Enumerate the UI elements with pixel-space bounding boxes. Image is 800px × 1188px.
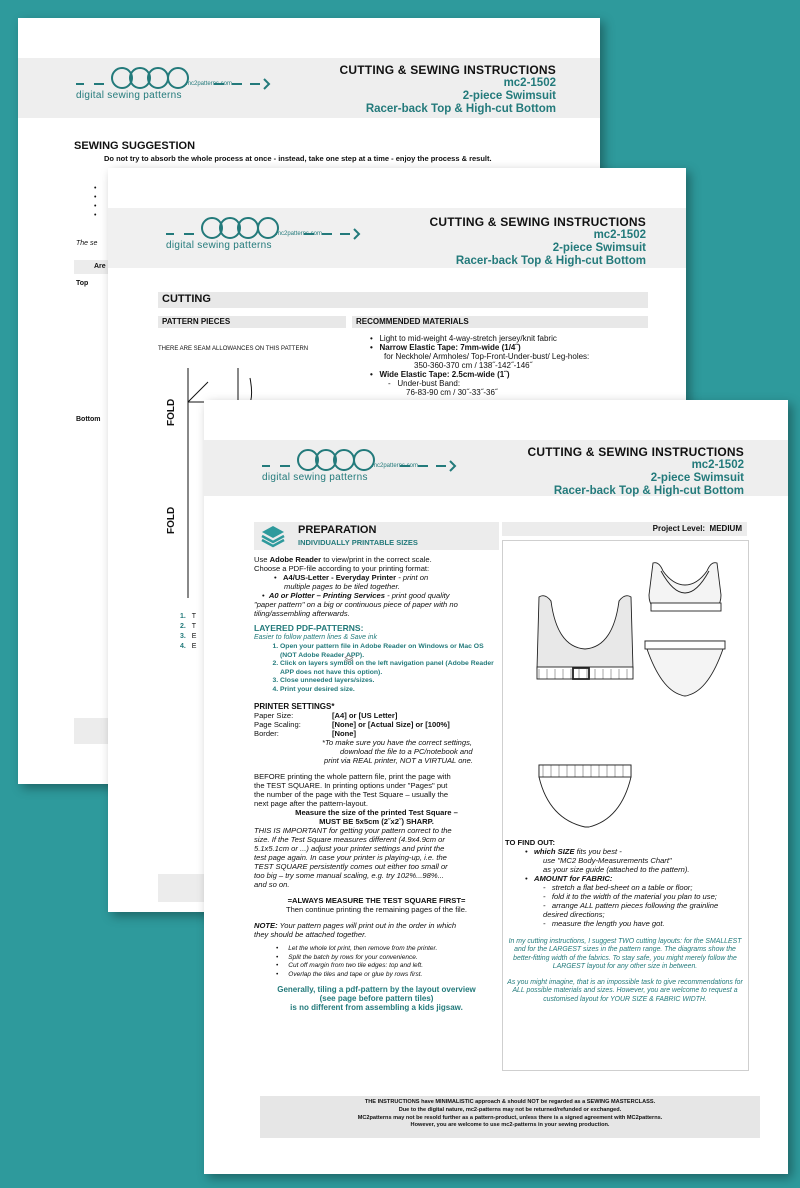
row-top: Top — [76, 280, 89, 287]
material-item: • Wide Elastic Tape: 2.5cm-wide (1˝) — [370, 370, 510, 379]
find-size: • which SIZE fits you best - — [525, 847, 622, 856]
layered-step: 2. Click on layers symbol on the left navigation panel (Adobe Reader APP does not have this option). — [280, 660, 499, 677]
printer-title: PRINTER SETTINGS* — [254, 702, 335, 711]
layers-icon — [260, 524, 286, 548]
layout-note: In my cutting instructions, I suggest TWO cutting layouts: for the SMALLEST and for the LARGEST sizes in the pattern range. The diagrams show the better-fitting width of the fabrics. To stay safe, you might merely follow the LARGEST layout for any other size in between. — [508, 938, 742, 970]
tip-item: • Split the batch by rows for your convenience. — [276, 954, 499, 963]
logo-mark-icon — [74, 64, 274, 90]
measure-text: Measure the size of the printed Test Square – — [295, 808, 458, 817]
layered-title: LAYERED PDF-PATTERNS: — [254, 623, 364, 633]
format-a0-detail: "paper pattern" on a big or continuous piece of paper with no — [254, 600, 458, 609]
layered-step: 1. Open your pattern file in Adobe Reader on Windows or Mac OS (NOT Adobe Reader APP). — [280, 643, 499, 660]
instructions-column — [254, 555, 499, 1012]
printer-note: *To make sure you have the correct settings, — [322, 738, 472, 747]
disclaimer-footer — [260, 1096, 760, 1138]
layered-subtitle: Easier to follow pattern lines & Save ink — [254, 634, 377, 641]
always-measure: =ALWAYS MEASURE THE TEST SQUARE FIRST= — [287, 896, 466, 905]
material-sizes: 76-83-90 cm / 30˝-33˝-36˝ — [406, 388, 498, 397]
printer-note: download the file to a PC/notebook and — [340, 747, 473, 756]
footer-line: Due to the digital nature, mc2-patterns may not be returned/refunded or exchanged. — [398, 1106, 622, 1113]
footer-line: However, you are welcome to use mc2-patterns in your sewing production. — [410, 1122, 610, 1129]
continue-text: Then continue printing the remaining pages of the file. — [285, 905, 468, 914]
logo — [74, 64, 274, 106]
find-out-panel — [502, 830, 749, 1071]
tiling-text: is no different from assembling a kids jigsaw. — [290, 1003, 463, 1012]
product-subtitle: Racer-back Top & High-cut Bottom — [365, 103, 556, 115]
important-text: test page again. In case your printer is playing-up, i.e. the — [254, 853, 447, 862]
important-text: 5.1x5.1cm or ...) adjust your printer settings and print the — [254, 844, 445, 853]
swimsuit-illustration — [503, 541, 748, 831]
materials-list — [370, 334, 589, 397]
header-title-block — [528, 446, 744, 498]
fragment-text: The se — [76, 240, 98, 247]
tip-item: • Overlap the tiles and tape or glue by rows first. — [276, 971, 499, 980]
find-step: - arrange ALL pattern pieces following the grainline desired directions; — [543, 901, 719, 919]
header-title: CUTTING & SEWING INSTRUCTIONS — [527, 445, 744, 459]
col-materials-head: RECOMMENDED MATERIALS — [352, 316, 648, 328]
header-title: CUTTING & SEWING INSTRUCTIONS — [429, 215, 646, 229]
material-sub: - Under-bust Band: — [388, 379, 461, 388]
tiling-text: (see page before pattern tiles) — [319, 994, 434, 1003]
intro-line: Use Adobe Reader to view/print in the correct scale. — [254, 555, 432, 564]
row-bottom: Bottom — [76, 416, 101, 423]
fold-label: FOLD — [166, 398, 177, 426]
before-text: the number of the page with the Test Square – usually the — [254, 790, 449, 799]
section-subtitle: INDIVIDUALLY PRINTABLE SIZES — [298, 538, 418, 547]
pattern-code: mc2-1502 — [691, 459, 744, 471]
intro-line: Choose a PDF-file according to your printing format: — [254, 564, 430, 573]
printer-note: print via REAL printer, NOT a VIRTUAL one. — [324, 756, 473, 765]
pattern-code: mc2-1502 — [593, 229, 646, 241]
fold-label: FOLD — [166, 506, 177, 534]
note-text: they should be attached together. — [254, 930, 367, 939]
find-step: - fold it to the width of the material you plan to use; — [543, 892, 717, 901]
material-sizes: 350-360-370 cm / 138˝-142˝-146˝ — [414, 361, 533, 370]
format-a0: • A0 or Plotter – Printing Services - print good quality — [262, 591, 450, 600]
header-title-block — [430, 216, 646, 268]
find-step: - measure the length you have got. — [543, 919, 665, 928]
section-title: SEWING SUGGESTION — [74, 140, 196, 152]
important-text: and so on. — [254, 880, 290, 889]
pattern-code: mc2-1502 — [503, 77, 556, 89]
layered-step: 4. Print your desired size. — [280, 686, 499, 695]
table-head-label: Are — [94, 263, 106, 270]
logo-url: mc2patterns.com — [186, 81, 233, 87]
logo-url: mc2patterns.com — [276, 231, 323, 237]
page-preparation — [204, 400, 788, 1174]
logo — [164, 214, 364, 256]
find-amount: • AMOUNT for FABRIC: — [525, 874, 613, 883]
note-text: NOTE: Your pattern pages will print out in the order in which — [254, 921, 457, 930]
logo — [260, 446, 460, 488]
col-pieces-head: PATTERN PIECES — [158, 316, 346, 328]
product-subtitle: Racer-back Top & High-cut Bottom — [553, 485, 744, 497]
seam-note: THERE ARE SEAM ALLOWANCES ON THIS PATTERN — [158, 346, 309, 352]
section-title: PREPARATION — [298, 524, 377, 536]
find-size-detail: as your size guide (attached to the pattern). — [543, 865, 690, 874]
footer-band — [158, 874, 208, 902]
bullet-list: • • • • — [94, 185, 97, 219]
important-text: THIS IS IMPORTANT for getting your pattern correct to the — [254, 826, 452, 835]
tips-list — [254, 945, 499, 979]
logo-mark-icon — [260, 446, 460, 472]
product-name: 2-piece Swimsuit — [462, 90, 556, 102]
tiling-text: Generally, tiling a pdf-pattern by the layout overview — [277, 985, 476, 994]
important-text: size. If the Test Square measures different (4.9x4.9cm or — [254, 835, 445, 844]
layered-steps — [254, 643, 499, 694]
format-a4: • A4/US-Letter - Everyday Printer - print on — [274, 573, 429, 582]
material-item: • Narrow Elastic Tape: 7mm-wide (1/4˝) — [370, 343, 521, 352]
product-subtitle: Racer-back Top & High-cut Bottom — [455, 255, 646, 267]
tip-item: • Cut off margin from two tile edges: top and left. — [276, 962, 499, 971]
logo-url: mc2patterns.com — [372, 463, 419, 469]
find-step: - stretch a flat bed-sheet on a table or floor; — [543, 883, 693, 892]
suggestion-text: Do not try to absorb the whole process at once - instead, take one step at a time - enjoy the process & result. — [104, 154, 492, 163]
printer-settings: Paper Size: [A4] or [US Letter] Page Scaling: [None] or [Actual Size] or [100%] Border: [None] — [254, 711, 450, 738]
important-text: TEST SQUARE persistently comes out either too small or — [254, 862, 448, 871]
product-name: 2-piece Swimsuit — [552, 242, 646, 254]
project-level: Project Level: MEDIUM — [652, 524, 742, 533]
material-item: • Light to mid-weight 4-way-stretch jersey/knit fabric — [370, 334, 557, 343]
product-name: 2-piece Swimsuit — [650, 472, 744, 484]
logo-mark-icon — [164, 214, 364, 240]
important-text: too big – try some manual scaling, e.g. try 102%...98%... — [254, 871, 444, 880]
garment-diagram-panel — [502, 540, 749, 831]
layers-symbol-icon — [344, 654, 354, 663]
before-text: next page after the pattern-layout. — [254, 799, 368, 808]
header-title: CUTTING & SEWING INSTRUCTIONS — [339, 63, 556, 77]
format-a0-detail: tiling/assembling afterwards. — [254, 609, 350, 618]
material-detail: for Neckhole/ Armholes/ Top-Front-Under-bust/ Leg-holes: — [384, 352, 590, 361]
find-size-detail: use "MC2 Body-Measurements Chart" — [543, 856, 672, 865]
tip-item: • Let the whole lot print, then remove from the printer. — [276, 945, 499, 954]
layout-note: As you might imagine, that is an impossible task to give recommendations for ALL possible materials and sizes. However, you are welcome to request a customised layout for YOUR SIZE & FABRIC WIDTH. — [507, 979, 743, 1003]
footer-line: THE INSTRUCTIONS have MINIMALISTIC approach & should NOT be regarded as a SEWING MASTERCLASS. — [364, 1099, 656, 1105]
before-text: the TEST SQUARE. In printing options under "Pages" put — [254, 781, 448, 790]
logo-tagline: digital sewing patterns — [262, 472, 368, 483]
header-title-block — [340, 64, 556, 116]
layered-step: 3. Close unneeded layers/sizes. — [280, 677, 499, 686]
before-text: BEFORE printing the whole pattern file, print the page with — [254, 772, 451, 781]
measure-text: MUST BE 5x5cm (2˝x2˝) SHARP. — [319, 817, 434, 826]
format-a4-detail: multiple pages to be tiled together. — [284, 582, 400, 591]
logo-tagline: digital sewing patterns — [76, 90, 182, 101]
footer-line: MC2patterns may not be resold further as a pattern-product, unless there is a signed agreement with MC2patterns. — [357, 1114, 663, 1121]
section-bar: CUTTING — [158, 292, 648, 308]
step-numbers: 1. T 2. T 3. E 4. E — [180, 613, 197, 650]
logo-tagline: digital sewing patterns — [166, 240, 272, 251]
find-title: TO FIND OUT: — [505, 838, 556, 847]
